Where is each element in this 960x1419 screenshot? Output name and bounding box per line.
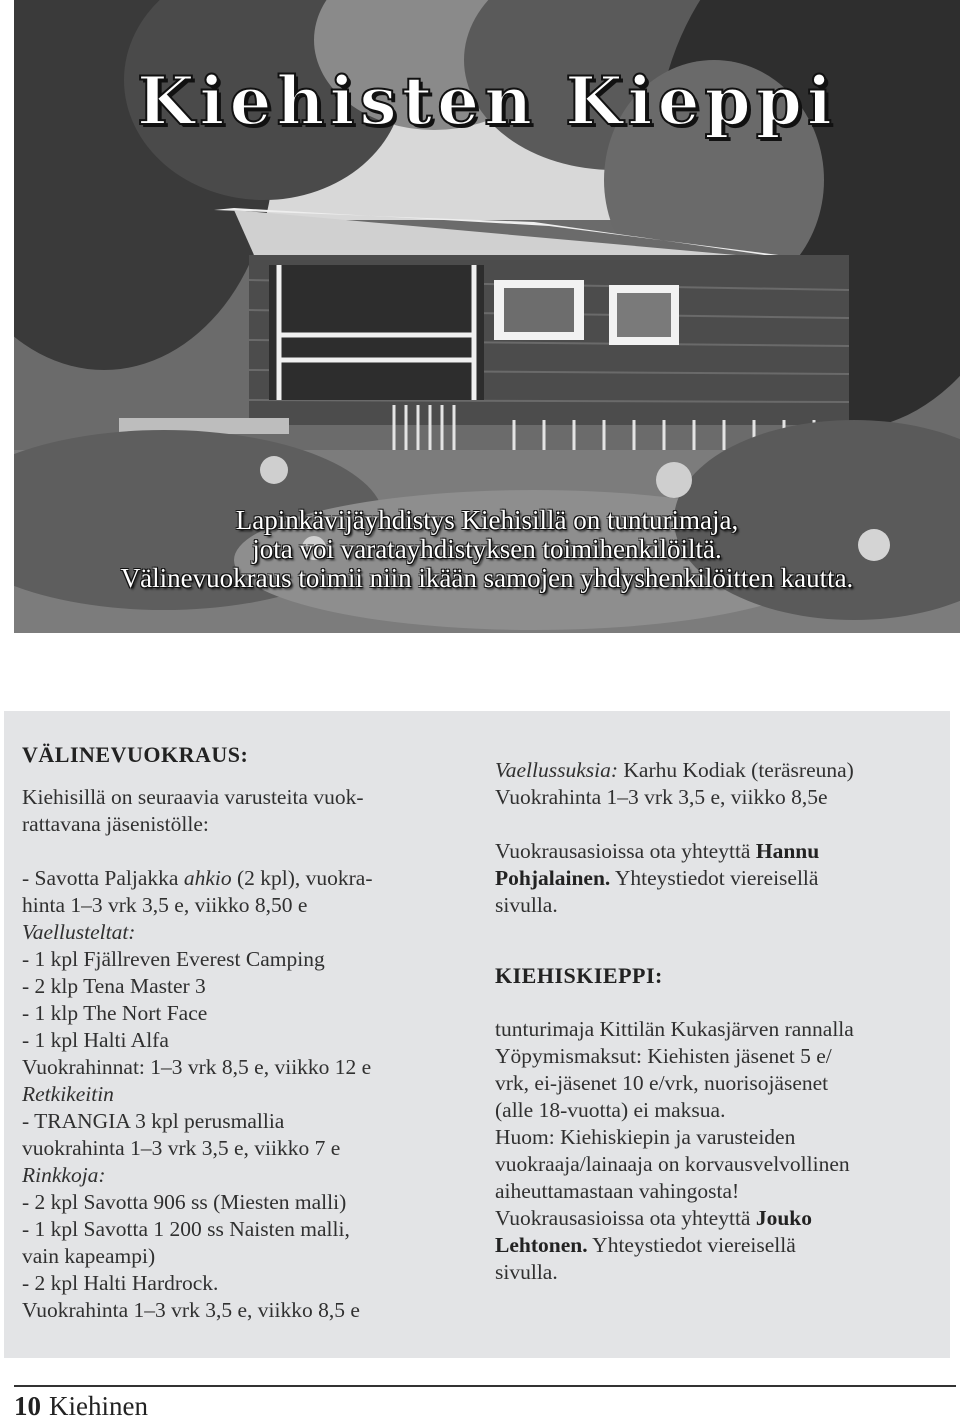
rental-column xyxy=(22,741,472,1324)
cabin-line: (alle 18-vuotta) ei maksua. xyxy=(495,1098,726,1122)
photo-title: Kiehisten Kieppi xyxy=(137,62,837,140)
cabin-line: vrk, ei-jäsenet 10 e/vrk, nuorisojäsenet xyxy=(495,1071,829,1095)
contact-line xyxy=(495,1232,945,1259)
contact-pre: Vuokrausasioissa ota yhteyttä xyxy=(495,1206,756,1230)
contact-line xyxy=(495,865,945,892)
contact-name: Lehtonen. xyxy=(495,1233,588,1257)
backpack-label: Rinkkoja: xyxy=(22,1163,106,1187)
contact-line xyxy=(495,1205,945,1232)
skis-price: Vuokrahinta 1–3 vrk 3,5 e, viikko 8,5e xyxy=(495,785,828,809)
backpack-item: - 2 kpl Savotta 906 ss (Miesten malli) xyxy=(22,1190,347,1214)
tent-item: - 2 klp Tena Master 3 xyxy=(22,974,206,998)
contact-name: Hannu xyxy=(755,839,820,863)
contact-line xyxy=(495,838,945,865)
footer-rule xyxy=(14,1385,956,1387)
ahkio-post: (2 kpl), vuokra- xyxy=(231,866,373,890)
backpack-item: vain kapeampi) xyxy=(22,1244,156,1268)
backpack-item: - 2 kpl Halti Hardrock. xyxy=(22,1271,219,1295)
cabin-column xyxy=(495,757,945,1286)
caption-line: jota voi varatayhdistyksen toimihenkilöiltä. xyxy=(252,534,722,564)
publication-name: Kiehinen xyxy=(49,1391,148,1419)
skis-line xyxy=(495,757,945,784)
tents-label: Vaellusteltat: xyxy=(22,920,136,944)
info-box xyxy=(4,711,950,1358)
photo-caption xyxy=(14,506,960,593)
ahkio-line xyxy=(22,865,472,892)
ahkio-price: hinta 1–3 vrk 3,5 e, viikko 8,50 e xyxy=(22,893,308,917)
stove-label: Retkikeitin xyxy=(22,1082,114,1106)
tent-item: - 1 klp The Nort Face xyxy=(22,1001,208,1025)
contact-post: Yhteystiedot viereisellä xyxy=(587,1233,796,1257)
cabin-line: Yöpymismaksut: Kiehisten jäsenet 5 e/ xyxy=(495,1044,832,1068)
skis-label: Vaellussuksia: xyxy=(495,758,619,782)
cabin-line: tunturimaja Kittilän Kukasjärven rannalla xyxy=(495,1017,854,1041)
contact-post: Yhteystiedot viereisellä xyxy=(610,866,819,890)
tent-item: - 1 kpl Fjällreven Everest Camping xyxy=(22,947,325,971)
contact-end: sivulla. xyxy=(495,1260,558,1284)
contact-end: sivulla. xyxy=(495,893,558,917)
ahkio-pre: - Savotta Paljakka xyxy=(22,866,184,890)
rental-intro-line: rattavana jäsenistölle: xyxy=(22,812,209,836)
tent-price: Vuokrahinnat: 1–3 vrk 8,5 e, viikko 12 e xyxy=(22,1055,372,1079)
caption-line: Välinevuokraus toimii niin ikään samojen yhdyshenkilöitten kautta. xyxy=(120,563,854,593)
cabin-photo xyxy=(14,0,960,633)
ahkio-italic: ahkio xyxy=(183,866,232,890)
stove-price: vuokrahinta 1–3 vrk 3,5 e, viikko 7 e xyxy=(22,1136,341,1160)
backpack-price: Vuokrahinta 1–3 vrk 3,5 e, viikko 8,5 e xyxy=(22,1298,360,1322)
stove-item: - TRANGIA 3 kpl perusmallia xyxy=(22,1109,285,1133)
cabin-line: vuokraaja/lainaaja on korvausvelvollinen xyxy=(495,1152,850,1176)
skis-text: Karhu Kodiak (teräsreuna) xyxy=(618,758,854,782)
rental-heading: VÄLINEVUOKRAUS: xyxy=(22,742,249,767)
page-footer xyxy=(14,1391,148,1419)
cabin-heading: KIEHISKIEPPI: xyxy=(495,963,663,988)
contact-pre: Vuokrausasioissa ota yhteyttä xyxy=(495,839,756,863)
backpack-item: - 1 kpl Savotta 1 200 ss Naisten malli, xyxy=(22,1217,350,1241)
cabin-line: aiheuttamastaan vahingosta! xyxy=(495,1179,740,1203)
tent-item: - 1 kpl Halti Alfa xyxy=(22,1028,169,1052)
contact-name: Jouko xyxy=(755,1206,813,1230)
page-number: 10 xyxy=(14,1391,41,1419)
rental-intro-line: Kiehisillä on seuraavia varusteita vuok- xyxy=(22,785,364,809)
cabin-line: Huom: Kiehiskiepin ja varusteiden xyxy=(495,1125,796,1149)
caption-line: Lapinkävijäyhdistys Kiehisillä on tunturimaja, xyxy=(235,505,739,535)
contact-name: Pohjalainen. xyxy=(495,866,611,890)
